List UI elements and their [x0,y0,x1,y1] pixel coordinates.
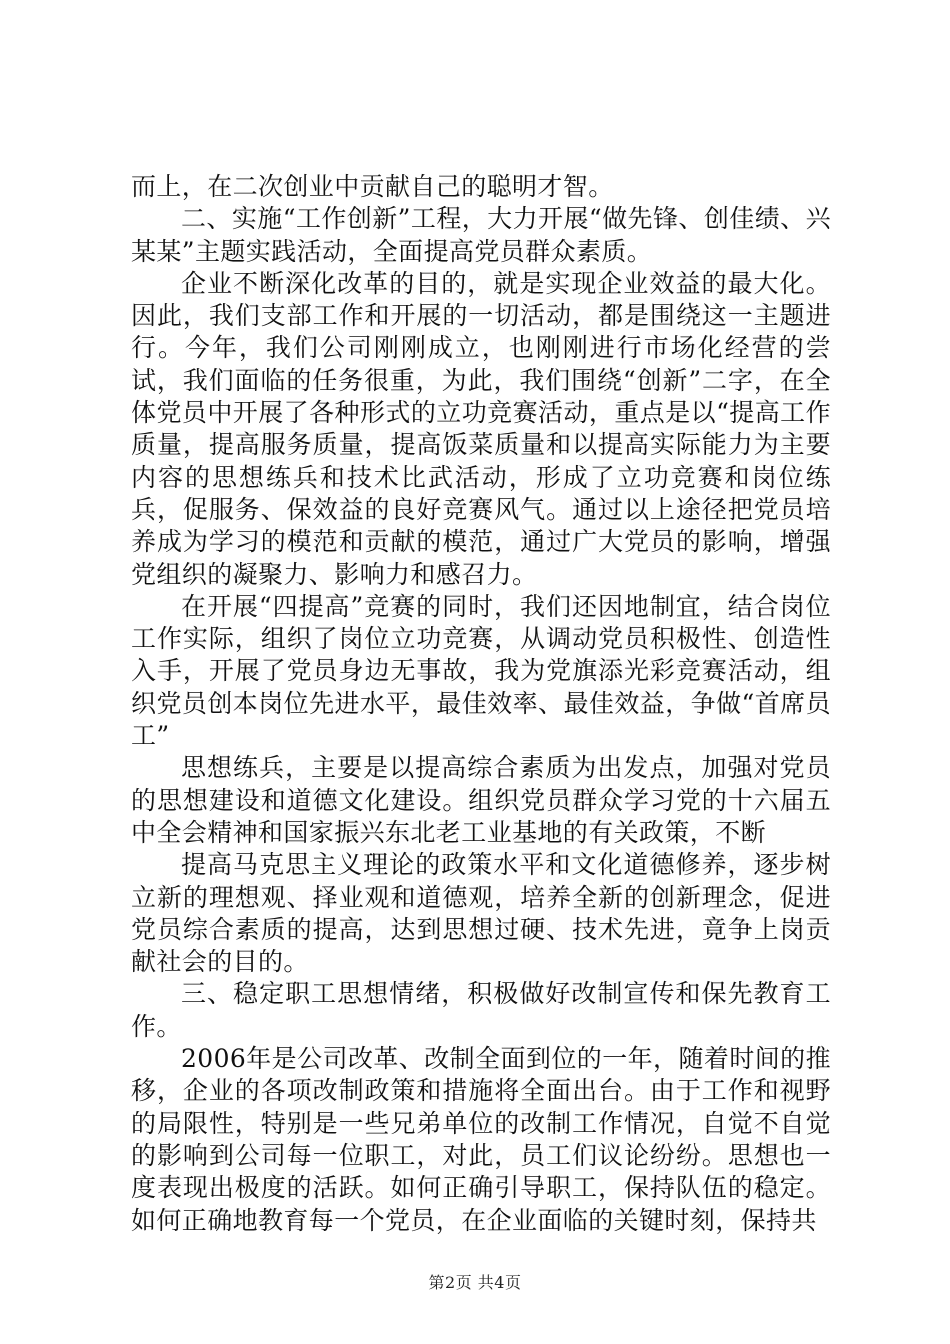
paragraph-2006-reform: 2006年是公司改革、改制全面到位的一年，随着时间的推移，企业的各项改制政策和措施将全面出台。由于工作和视野的局限性，特别是一些兄弟单位的改制工作情况，自觉不自觉的影响到公司每一位职工，对此，员工们议论纷纷。思想也一度表现出极度的活跃。如何正确引导职工，保持队伍的稳定。如何正确地教育每一个党员，在企业面临的关键时刻，保持共 [131,1044,831,1235]
paragraph-reform-goal: 企业不断深化改革的目的，就是实现企业效益的最大化。因此，我们支部工作和开展的一切活动，都是围绕这一主题进行。今年，我们公司刚刚成立，也刚刚进行市场化经营的尝试，我们面临的任务很重，为此，我们围绕“创新”二字，在全体党员中开展了各种形式的立功竞赛活动，重点是以“提高工作质量，提高服务质量，提高饭菜质量和以提高实际能力为主要内容的思想练兵和技术比武活动，形成了立功竞赛和岗位练兵，促服务、保效益的良好竞赛风气。通过以上途径把党员培养成为学习的模范和贡献的模范，通过广大党员的影响，增强党组织的凝聚力、影响力和感召力。 [131,268,831,589]
page-number-footer: 第2页 共4页 [428,1273,522,1292]
paragraph-thought-training: 思想练兵，主要是以提高综合素质为出发点，加强对党员的思想建设和道德文化建设。组织党员群众学习党的十六届五中全会精神和国家振兴东北老工业基地的有关政策，不断 [131,753,831,847]
paragraph-section-two-heading: 二、实施“工作创新”工程，大力开展“做先锋、创佳绩、兴某某”主题实践活动，全面提高党员群众素质。 [131,204,831,266]
paragraph-section-three-heading: 三、稳定职工思想情绪，积极做好改制宣传和保先教育工作。 [131,979,831,1041]
paragraph-continuation: 而上，在二次创业中贡献自己的聪明才智。 [131,172,614,201]
paragraph-four-improvements: 在开展“四提高”竞赛的同时，我们还因地制宜，结合岗位工作实际，组织了岗位立功竞赛，从调动党员积极性、创造性入手，开展了党员身边无事故，我为党旗添光彩竞赛活动，组织党员创本岗位先进水平，最佳效率、最佳效益，争做“首席员工” [131,591,831,751]
paragraph-marxist-theory: 提高马克思主义理论的政策水平和文化道德修养，逐步树立新的理想观、择业观和道德观，培养全新的创新理念，促进党员综合素质的提高，达到思想过硬、技术先进，竟争上岗贡献社会的目的。 [131,850,831,977]
document-body [131,171,831,1237]
